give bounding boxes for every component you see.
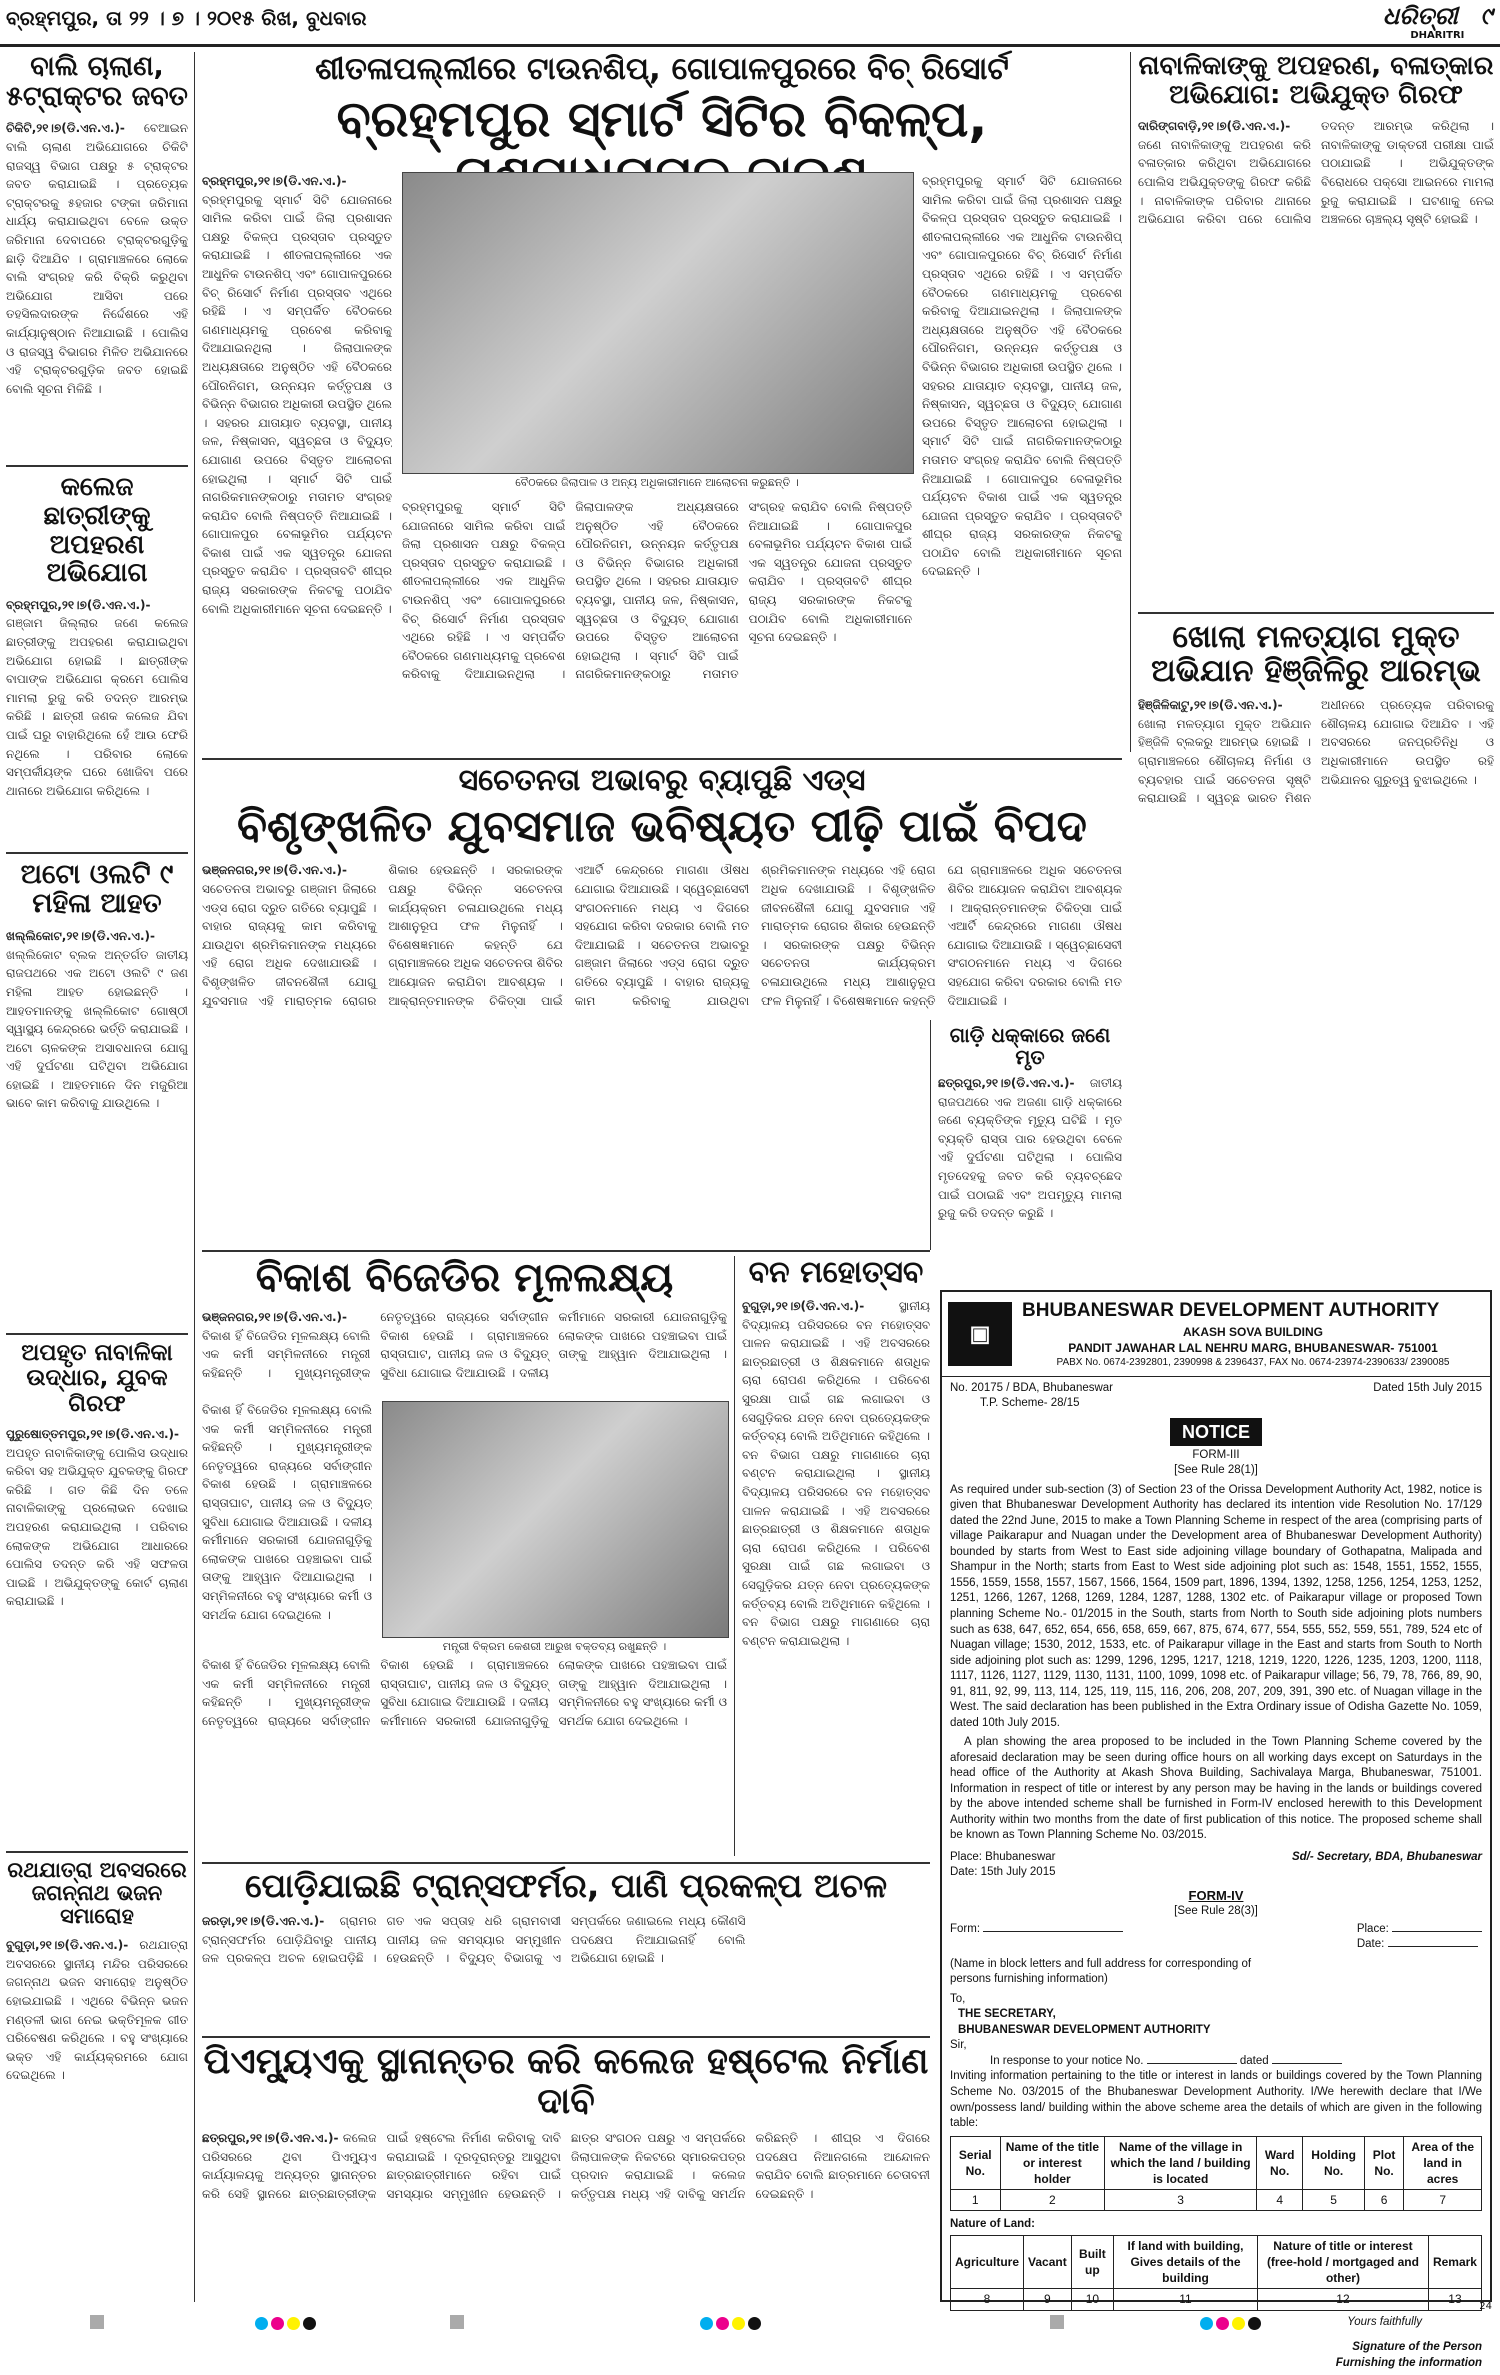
column-rule — [930, 1020, 931, 1250]
black-dot — [303, 2317, 316, 2330]
headline-lead: ବ୍ରହ୍ମପୁର ସ୍ମାର୍ଟ ସିଟିର ବିକଳ୍ପ, — [336, 90, 988, 149]
divider — [202, 1862, 930, 1864]
org-contact: PABX No. 0674-2392801, 2390998 & 2396437, FAX No. 0674-23974-2390633/ 2390085 — [1056, 1357, 1450, 1369]
to-line: To, — [950, 1992, 966, 2005]
divider — [1138, 612, 1494, 614]
color-dots — [255, 2315, 319, 2334]
text-auto: ଖଲ୍ଲିକୋଟ ବ୍ଲକ ଅନ୍ତର୍ଗତ ଜାତୀୟ ରାଜପଥରେ ଏକ ଅଟୋ ଓଲଟି ୯ ଜଣ ମହିଳା ଆହତ ହୋଇଛନ୍ତି । ଆହତମାନଙ୍କୁ ଖଲ୍ଲିକୋଟ ଗୋଷ୍ଠୀ ସ୍ୱାସ୍ଥ୍ୟ କେନ୍ଦ୍ରରେ ଭର୍ତ୍ତି କରାଯାଇଛି । ଅଟୋ ଚାଳକଙ୍କ ଅସାବଧାନତା ଯୋଗୁ ଏହି ଦୁର୍ଘଟଣା ଘଟିଥିବା ଅଭିଯୋଗ ହୋଇଛି । ଆହତମାନେ ଦିନ ମଜୁରିଆ ଭାବେ କାମ କରିବାକୁ ଯାଉଥିଲେ । — [6, 947, 188, 1111]
table-header-cell: Name of the village in which the land / building is located — [1105, 2136, 1257, 2190]
body-minor-assault — [1138, 117, 1494, 577]
reg-square — [450, 2315, 464, 2329]
table-header-cell: Holding No. — [1303, 2136, 1364, 2190]
notice-signoff: Sd/- Secretary, BDA, Bhubaneswar — [1291, 1850, 1482, 1863]
cyan-dot — [700, 2317, 713, 2330]
form-label: Form: — [950, 1922, 981, 1935]
form3-title: FORM-III — [1192, 1448, 1240, 1461]
headline-odf: ଖୋଲା ମଳତ୍ୟାଗ ମୁକ୍ତ ଅଭିଯାନ ହିଞ୍ଜିଳିରୁ ଆରମ୍ଭ — [1151, 619, 1481, 690]
table-cell: 11 — [1114, 2289, 1258, 2310]
headline-bhajan: ରଥଯାତ୍ରା ଅବସରରେ ଜଗନ୍ନାଥ ଭଜନ ସମାରୋହ — [7, 1858, 187, 1929]
to-secretary: THE SECRETARY, — [958, 2008, 1056, 2021]
org-building: AKASH SOVA BUILDING — [1182, 1324, 1323, 1339]
table-cell: 7 — [1404, 2190, 1482, 2211]
divider — [6, 1333, 188, 1335]
headline-sand: ବାଲି ଚାଲାଣ, ୫ଟ୍ରାକ୍ଟର ଜବତ — [6, 51, 188, 112]
table-header-cell: Built up — [1071, 2235, 1113, 2289]
dateline: ବ୍ରହ୍ମପୁର, ତା ୨୨ । ୭ । ୨୦୧୫ ରିଖ, ବୁଧବାର — [6, 6, 367, 30]
table-cell: 2 — [1000, 2190, 1105, 2211]
column-left — [6, 52, 188, 2302]
print-registration — [0, 2301, 1500, 2329]
text-accident: ଜାତୀୟ ରାଜପଥରେ ଏକ ଅଜଣା ଗାଡ଼ି ଧକ୍କାରେ ଜଣେ ବ୍ୟକ୍ତିଙ୍କ ମୃତ୍ୟୁ ଘଟିଛି । ମୃତ ବ୍ୟକ୍ତି ରାସ୍ତା ପାର ହେଉଥିବା ବେଳେ ଏହି ଦୁର୍ଘଟଣା ଘଟିଥିଲା । ପୋଲିସ ମୃତଦେହକୁ ଜବତ କରି ବ୍ୟବଚ୍ଛେଦ ପାଇଁ ପଠାଇଛି ଏବଂ ଅପମୃତ୍ୟୁ ମାମଲା ରୁଜୁ କରି ତଦନ୍ତ କରୁଛି । — [938, 1076, 1122, 1221]
paper-tag: DHARITRI — [1410, 30, 1465, 41]
kicker-lead: ଶୀତଳାପଲ୍ଲୀରେ ଟାଉନଶିପ୍, ଗୋପାଳପୁରରେ ବିଚ୍ ରିସୋର୍ଟ — [315, 51, 1009, 87]
text-aids: ସଚେତନତା ଅଭାବରୁ ଗଞ୍ଜାମ ଜିଲାରେ ଏଡ୍ସ ରୋଗ ଦ୍ରୁତ ଗତିରେ ବ୍ୟାପୁଛି । ବାହାର ରାଜ୍ୟକୁ କାମ କରିବାକୁ ଯାଉଥିବା ଶ୍ରମିକମାନଙ୍କ ମଧ୍ୟରେ ଏହି ରୋଗ ଅଧିକ ଦେଖାଯାଉଛି । ବିଶୃଙ୍ଖଳିତ ଜୀବନଶୈଳୀ ଯୋଗୁ ଯୁବସମାଜ ଏହି ମାରାତ୍ମକ ରୋଗର ଶିକାର ହେଉଛନ୍ତି । ସରକାରଙ୍କ ପକ୍ଷରୁ ବିଭିନ୍ନ ସଚେତନତା କାର୍ଯ୍ୟକ୍ରମ ଚଳାଯାଉଥିଲେ ମଧ୍ୟ ଆଶାନୁରୂପ ଫଳ ମିଳୁନାହିଁ । ବିଶେଷଜ୍ଞମାନେ କହନ୍ତି ଯେ ଗ୍ରାମାଞ୍ଚଳରେ ଅଧିକ ସଚେତନତା ଶିବିର ଆୟୋଜନ କରାଯିବା ଆବଶ୍ୟକ । ଆକ୍ରାନ୍ତମାନଙ୍କ ଚିକିତ୍ସା ପାଇଁ ଏଆର୍ଟି କେନ୍ଦ୍ରରେ ମାଗଣା ଔଷଧ ଯୋଗାଇ ଦିଆଯାଉଛି । ସ୍ୱେଚ୍ଛାସେବୀ ସଂଗଠନମାନେ ମଧ୍ୟ ଏ ଦିଗରେ ସହଯୋଗ କରିବା ଦରକାର ବୋଲି ମତ ଦିଆଯାଇଛି । — [202, 863, 750, 1008]
signature-line: Signature of the Person Furnishing the information — [1335, 2341, 1482, 2369]
body-forest — [742, 1297, 930, 1837]
land-table — [950, 2136, 1482, 2212]
divider — [6, 1851, 188, 1853]
column-rule — [1130, 52, 1131, 752]
salutation: Sir, — [950, 2039, 967, 2052]
article-minor-assault — [1138, 52, 1494, 612]
table-header-cell: Remark — [1428, 2235, 1481, 2289]
dateline-auto: ଖଲ୍ଲିକୋଟ,୨୧।୭(ଡି.ଏନ.ଏ.)- — [6, 929, 155, 944]
notice-badge: NOTICE — [1170, 1418, 1262, 1446]
to-bda: BHUBANESWAR DEVELOPMENT AUTHORITY — [958, 2023, 1211, 2036]
org-address: PANDIT JAWAHAR LAL NEHRU MARG, BHUBANESWAR- 751001 — [1068, 1340, 1438, 1355]
text-bjd-c: ବିକାଶ ହିଁ ବିଜେଡିର ମୂଳଲକ୍ଷ୍ୟ ବୋଲି ଏକ କର୍ମୀ ସମ୍ମିଳନୀରେ ମନ୍ତ୍ରୀ କହିଛନ୍ତି । ମୁଖ୍ୟମନ୍ତ୍ରୀଙ୍କ ନେତୃତ୍ୱରେ ରାଜ୍ୟରେ ସର୍ବାଙ୍ଗୀନ ବିକାଶ ହେଉଛି । ଗ୍ରାମାଞ୍ଚଳରେ ରାସ୍ତାଘାଟ, ପାନୀୟ ଜଳ ଓ ବିଦ୍ୟୁତ୍ ସୁବିଧା ଯୋଗାଇ ଦିଆଯାଉଛି । ଦଳୀୟ କର୍ମୀମାନେ ସରକାରୀ ଯୋଜନାଗୁଡ଼ିକୁ ଲୋକଙ୍କ ପାଖରେ ପହଞ୍ଚାଇବା ପାଇଁ ତାଙ୍କୁ ଆହ୍ୱାନ ଦିଆଯାଇଥିଲା । ସମ୍ମିଳନୀରେ ବହୁ ସଂଖ୍ୟାରେ କର୍ମୀ ଓ ସମର୍ଥକ ଯୋଗ ଦେଇଥିଲେ । — [202, 1658, 727, 1728]
headline-bjd: ବିକାଶ ବିଜେଡିର ମୂଳଲକ୍ଷ୍ୟ — [255, 1255, 674, 1301]
bjd-top-col — [202, 1308, 727, 1398]
bjd-bottom-col — [202, 1656, 727, 1851]
dateline-minor-assault: ଦାରିଙ୍ଗବାଡ଼ି,୨୧।୭(ଡି.ଏନ.ଏ.)- — [1138, 119, 1291, 134]
table-cell: 10 — [1071, 2289, 1113, 2310]
article-lead — [202, 52, 1122, 752]
article-hostel — [202, 2042, 930, 2302]
table-cell: 4 — [1257, 2190, 1303, 2211]
lead-left-col — [202, 172, 392, 742]
headline-hostel: ପିଏମ୍ୟୁଏକୁ ସ୍ଥାନାନ୍ତର କରି କଲେଜ ହଷ୍ଟେଲ ନିର୍ମାଣ ଦାବି — [203, 2041, 929, 2122]
dateline-bjd: ଭଞ୍ଜନଗର,୨୧।୭(ଡି.ଏନ.ଏ.)- — [202, 1310, 347, 1324]
date-label: Date: — [1356, 1938, 1385, 1951]
bda-logo — [948, 1302, 1012, 1366]
body-odf — [1138, 696, 1494, 986]
cyan-dot — [255, 2317, 268, 2330]
text-odf: ଖୋଲା ମଳତ୍ୟାଗ ମୁକ୍ତ ଅଭିଯାନ ହିଞ୍ଜିଳି ବ୍ଲକରୁ ଆରମ୍ଭ ହୋଇଛି । ଗ୍ରାମାଞ୍ଚଳରେ ଶୌଚାଳୟ ନିର୍ମାଣ ଓ ବ୍ୟବହାର ପାଇଁ ସଚେତନତା ସୃଷ୍ଟି କରାଯାଉଛି । ସ୍ୱଚ୍ଛ ଭାରତ ମିଶନ ଅଧୀନରେ ପ୍ରତ୍ୟେକ ପରିବାରକୁ ଶୌଚାଳୟ ଯୋଗାଇ ଦିଆଯିବ । ଏହି ଅବସରରେ ଜନପ୍ରତିନିଧି ଓ ଅଧିକାରୀମାନେ ଉପସ୍ଥିତ ରହି ଅଭିଯାନର ଗୁରୁତ୍ୱ ବୁଝାଇଥିଲେ । — [1138, 698, 1494, 806]
tp-scheme: T.P. Scheme- 28/15 — [980, 1397, 1080, 1410]
rally-photo — [382, 1401, 729, 1638]
lead-right-col — [922, 172, 1122, 742]
color-dots — [1200, 2315, 1264, 2334]
body-transformer — [202, 1912, 930, 2022]
body-rescue — [6, 1425, 188, 1845]
text-kidnap: ଗଞ୍ଜାମ ଜିଲ୍ଲାର ଜଣେ କଲେଜ ଛାତ୍ରୀଙ୍କୁ ଅପହରଣ କରାଯାଇଥିବା ଅଭିଯୋଗ ହୋଇଛି । ଛାତ୍ରୀଙ୍କ ବାପାଙ୍କ ଅଭିଯୋଗ କ୍ରମେ ପୋଲିସ ମାମଲା ରୁଜୁ କରି ତଦନ୍ତ ଆରମ୍ଭ କରିଛି । ଛାତ୍ରୀ ଜଣକ କଲେଜ ଯିବା ପାଇଁ ଘରୁ ବାହାରିଥିଲେ ହେଁ ଆଉ ଫେରି ନଥିଲେ । ପରିବାର ଲୋକେ ସମ୍ପର୍କୀୟଙ୍କ ଘରେ ଖୋଜିବା ପରେ ଥାନାରେ ଅଭିଯୋଗ କରିଥିଲେ । — [6, 616, 188, 798]
text-forest-cont: ସ୍ଥାନୀୟ ବିଦ୍ୟାଳୟ ପରିସରରେ ବନ ମହୋତ୍ସବ ପାଳନ କରାଯାଇଛି । ଏହି ଅବସରରେ ଛାତ୍ରଛାତ୍ରୀ ଓ ଶିକ୍ଷକମାନେ ଶତାଧିକ ଚାରା ରୋପଣ କରିଥିଲେ । ପରିବେଶ ସୁରକ୍ଷା ପାଇଁ ଗଛ ଲଗାଇବା ଓ ସେଗୁଡ଼ିକର ଯତ୍ନ ନେବା ପ୍ରତ୍ୟେକଙ୍କ କର୍ତ୍ତବ୍ୟ ବୋଲି ଅତିଥିମାନେ କହିଥିଲେ । ବନ ବିଭାଗ ପକ୍ଷରୁ ମାଗଣାରେ ଚାରା ବଣ୍ଟନ କରାଯାଇଥିଲା । — [742, 1466, 930, 1648]
dateline-rescue: ପୁରୁଷୋତ୍ତମପୁର,୨୧।୭(ଡି.ଏନ.ଏ.)- — [6, 1427, 180, 1442]
table-cell: 6 — [1364, 2190, 1403, 2211]
page-code: 24 — [1479, 2301, 1492, 2312]
article-sand — [6, 52, 188, 459]
table-header-cell: Nature of title or interest (free-hold / mortgaged and other) — [1257, 2235, 1428, 2289]
kicker-aids: ସଚେତନତା ଅଭାବରୁ ବ୍ୟାପୁଛି ଏଡ୍ସ — [458, 763, 866, 798]
table-cell: 1 — [951, 2190, 1001, 2211]
response-line: In response to your notice No. — [990, 2054, 1144, 2067]
body-sand — [6, 119, 188, 459]
dateline-forest: ବୁଗୁଡ଼ା,୨୧।୭(ଡି.ଏନ.ଏ.)- — [742, 1299, 865, 1313]
form4-rule: [See Rule 28(3)] — [1174, 1905, 1258, 1918]
text-bjd-b: ବିକାଶ ହିଁ ବିଜେଡିର ମୂଳଲକ୍ଷ୍ୟ ବୋଲି ଏକ କର୍ମୀ ସମ୍ମିଳନୀରେ ମନ୍ତ୍ରୀ କହିଛନ୍ତି । ମୁଖ୍ୟମନ୍ତ୍ରୀଙ୍କ ନେତୃତ୍ୱରେ ରାଜ୍ୟରେ ସର୍ବାଙ୍ଗୀନ ବିକାଶ ହେଉଛି । ଗ୍ରାମାଞ୍ଚଳରେ ରାସ୍ତାଘାଟ, ପାନୀୟ ଜଳ ଓ ବିଦ୍ୟୁତ୍ ସୁବିଧା ଯୋଗାଇ ଦିଆଯାଉଛି । ଦଳୀୟ କର୍ମୀମାନେ ସରକାରୀ ଯୋଜନାଗୁଡ଼ିକୁ ଲୋକଙ୍କ ପାଖରେ ପହଞ୍ଚାଇବା ପାଇଁ ତାଙ୍କୁ ଆହ୍ୱାନ ଦିଆଯାଇଥିଲା । ସମ୍ମିଳନୀରେ ବହୁ ସଂଖ୍ୟାରେ କର୍ମୀ ଓ ସମର୍ଥକ ଯୋଗ ଦେଇଥିଲେ । — [202, 1403, 372, 1622]
body-auto — [6, 927, 188, 1327]
headline-transformer: ପୋଡ଼ିଯାଇଛି ଟ୍ରାନ୍ସଫର୍ମର, ପାଣି ପ୍ରକଳ୍ପ ଅଚଳ — [244, 1866, 888, 1905]
table-cell: 12 — [1257, 2289, 1428, 2310]
article-forest — [742, 1256, 930, 1856]
table-header-cell: Area of the land in acres — [1404, 2136, 1482, 2190]
caption-lead: ବୈଠକରେ ଜିଲାପାଳ ଓ ଅନ୍ୟ ଅଧିକାରୀମାନେ ଆଲୋଚନା କରୁଛନ୍ତି । — [515, 476, 799, 489]
column-rule — [734, 1256, 735, 1856]
divider — [6, 465, 188, 467]
bda-notice — [940, 1290, 1492, 2369]
meeting-photo — [402, 172, 914, 474]
bjd-left-col — [202, 1401, 372, 1641]
text-lead-b: ବ୍ରହ୍ମପୁରକୁ ସ୍ମାର୍ଟ ସିଟି ଯୋଜନାରେ ସାମିଲ କରିବା ପାଇଁ ଜିଲା ପ୍ରଶାସନ ପକ୍ଷରୁ ବିକଳ୍ପ ପ୍ରସ୍ତାବ ପ୍ରସ୍ତୁତ କରାଯାଇଛି । ଶୀତଳାପଲ୍ଲୀରେ ଏକ ଆଧୁନିକ ଟାଉନଶିପ୍ ଏବଂ ଗୋପାଳପୁରରେ ବିଚ୍ ରିସୋର୍ଟ ନିର୍ମାଣ ପ୍ରସ୍ତାବ ଏଥିରେ ରହିଛି । ଏ ସମ୍ପର୍କିତ ବୈଠକରେ ଗଣମାଧ୍ୟମକୁ ପ୍ରବେଶ କରିବାକୁ ଦିଆଯାଇନଥିଲା । ଜିଲାପାଳଙ୍କ ଅଧ୍ୟକ୍ଷତାରେ ଅନୁଷ୍ଠିତ ଏହି ବୈଠକରେ ପୌରନିଗମ, ଉନ୍ନୟନ କର୍ତ୍ତୃପକ୍ଷ ଓ ବିଭିନ୍ନ ବିଭାଗର ଅଧିକାରୀ ଉପସ୍ଥିତ ଥିଲେ । ସହରର ଯାତାୟାତ ବ୍ୟବସ୍ଥା, ପାନୀୟ ଜଳ, ନିଷ୍କାସନ, ସ୍ୱଚ୍ଛତା ଓ ବିଦ୍ୟୁତ୍ ଯୋଗାଣ ଉପରେ ବିସ୍ତୃତ ଆଲୋଚନା ହୋଇଥିଲା । ସ୍ମାର୍ଟ ସିଟି ପାଇଁ ନାଗରିକମାନଙ୍କଠାରୁ ମତାମତ ସଂଗ୍ରହ କରାଯିବ ବୋଲି ନିଷ୍ପତ୍ତି ନିଆଯାଇଛି । ଗୋପାଳପୁର ବେଳାଭୂମିର ପର୍ଯ୍ୟଟନ ବିକାଶ ପାଇଁ ଏକ ସ୍ୱତନ୍ତ୍ର ଯୋଜନା ପ୍ରସ୍ତୁତ କରାଯିବ । ପ୍ରସ୍ତାବଟି ଶୀଘ୍ର ରାଜ୍ୟ ସରକାରଙ୍କ ନିକଟକୁ ପଠାଯିବ ବୋଲି ଅଧିକାରୀମାନେ ସୂଚନା ଦେଇଛନ୍ତି । — [922, 174, 1122, 579]
headline-kidnap: କଲେଜ ଛାତ୍ରୀଙ୍କୁ ଅପହରଣ ଅଭିଯୋଗ — [43, 472, 151, 589]
text-sand: ବେଆଇନ ବାଲି ଚାଲାଣ ଅଭିଯୋଗରେ ଚିକିଟି ରାଜସ୍ୱ ବିଭାଗ ପକ୍ଷରୁ ୫ ଟ୍ରାକ୍ଟର ଜବତ କରାଯାଇଛି । ପ୍ରତ୍ୟେକ ଟ୍ରାକ୍ଟରକୁ ୫ହଜାର ଟଙ୍କା ଜରିମାନା ଧାର୍ଯ୍ୟ କରାଯାଇଥିବା ବେଳେ ଉକ୍ତ ଜରିମାନା ଦେବାପରେ ଟ୍ରାକ୍ଟରଗୁଡ଼ିକୁ ଛାଡ଼ି ଦିଆଯିବ । ଗ୍ରାମାଞ୍ଚଳରେ ଲୋକେ ବାଲି ସଂଗ୍ରହ କରି ବିକ୍ରି କରୁଥିବା ଅଭିଯୋଗ ଆସିବା ପରେ ତହସିଲଦାରଙ୍କ ନିର୍ଦ୍ଦେଶରେ ଏହି କାର୍ଯ୍ୟାନୁଷ୍ଠାନ ନିଆଯାଇଛି । ପୋଲିସ ଓ ରାଜସ୍ୱ ବିଭାଗର ମିଳିତ ଅଭିଯାନରେ ଏହି ଟ୍ରାକ୍ଟରଗୁଡ଼ିକ ଜବତ ହୋଇଛି ବୋଲି ସୂଚନା ମିଳିଛି । — [6, 121, 188, 396]
body-bhajan — [6, 1936, 188, 2266]
color-dots — [700, 2315, 764, 2334]
dateline-kidnap: ବ୍ରହ୍ମପୁର,୨୧।୭(ଡି.ଏନ.ଏ.)- — [6, 597, 151, 612]
divider — [202, 1250, 930, 1252]
table-header-cell: Vacant — [1024, 2235, 1072, 2289]
headline-aids: ବିଶୃଙ୍ଖଳିତ ଯୁବସମାଜ ଭବିଷ୍ୟତ ପୀଢ଼ି ପାଇଁ ବିପଦ — [237, 801, 1087, 852]
form3-rule: [See Rule 28(1)] — [1174, 1464, 1258, 1477]
yellow-dot — [287, 2317, 300, 2330]
dateline-bhajan: ବୁଗୁଡ଼ା,୨୧।୭(ଡି.ଏନ.ଏ.)- — [6, 1938, 129, 1953]
notice-body: As required under sub-section (3) of Section 23 of the Orissa Development Authority Act, 1982, notice is given that Bhubaneswar Development Authority has declared its intention vide Resolution No. 17/129 dated the 22nd June, 2015 to make a Town Planning Scheme in respect of the area (comprising parts of village Paikarapur and Nuagan under the Development area of Bhubaneswar Development Authority) bounded by starts from West to East side adjoining village boundary of Gothapatna, Malipada and Shampur in the North; starts from East to West side adjoining plot such as: 1548, 1551, 1552, 1555, 1556, 1559, 1558, 1557, 1567, 1566, 1564, 1509 part, 1896, 1394, 1392, 1258, 1256, 1254, 1253, 1252, 1251, 1266, 1267, 1268, 1269, 1284, 1287, 1288, 1302 etc. of Paikarapur village or proposed Town planning Scheme No.- 01/2015 in the South, starts from North to South side adjoining plots numbers such as 638, 647, 652, 654, 656, 658, 659, 667, 875, 674, 677, 554, 555, 552, 559, 551, 789, 524 etc of Nuagan village; 1530, 2012, 1533, etc. of Paikarapur village in the East and starts from South to North side adjoining plot such as: 1299, 1296, 1295, 1217, 1218, 1219, 1220, 1226, 1235, 1203, 1200, 1118, 1117, 1126, 1127, 1129, 1130, 1131, 1100, 1099, 1098 etc. of Paikarapur village; 56, 79, 78, 766, 89, 90, 91, 811, 92, 99, 113, 114, 125, 119, 115, 116, 206, 208, 207, 209, 391, 390 etc. of Nuagan village in the West. The said declaration has been published in the Extra Ordinary issue of Odisha Gazette No. 1059, dated 10th July 2015. — [950, 1483, 1482, 1729]
headline-rescue: ଅପହୃତ ନାବାଳିକା ଉଦ୍ଧାର, ଯୁବକ ଗିରଫ — [21, 1340, 173, 1417]
place-label: Place: — [1356, 1922, 1389, 1935]
text-lead-a: ବ୍ରହ୍ମପୁରକୁ ସ୍ମାର୍ଟ ସିଟି ଯୋଜନାରେ ସାମିଲ କରିବା ପାଇଁ ଜିଲା ପ୍ରଶାସନ ପକ୍ଷରୁ ବିକଳ୍ପ ପ୍ରସ୍ତାବ ପ୍ରସ୍ତୁତ କରାଯାଇଛି । ଶୀତଳାପଲ୍ଲୀରେ ଏକ ଆଧୁନିକ ଟାଉନଶିପ୍ ଏବଂ ଗୋପାଳପୁରରେ ବିଚ୍ ରିସୋର୍ଟ ନିର୍ମାଣ ପ୍ରସ୍ତାବ ଏଥିରେ ରହିଛି । ଏ ସମ୍ପର୍କିତ ବୈଠକରେ ଗଣମାଧ୍ୟମକୁ ପ୍ରବେଶ କରିବାକୁ ଦିଆଯାଇନଥିଲା । ଜିଲାପାଳଙ୍କ ଅଧ୍ୟକ୍ଷତାରେ ଅନୁଷ୍ଠିତ ଏହି ବୈଠକରେ ପୌରନିଗମ, ଉନ୍ନୟନ କର୍ତ୍ତୃପକ୍ଷ ଓ ବିଭିନ୍ନ ବିଭାଗର ଅଧିକାରୀ ଉପସ୍ଥିତ ଥିଲେ । ସହରର ଯାତାୟାତ ବ୍ୟବସ୍ଥା, ପାନୀୟ ଜଳ, ନିଷ୍କାସନ, ସ୍ୱଚ୍ଛତା ଓ ବିଦ୍ୟୁତ୍ ଯୋଗାଣ ଉପରେ ବିସ୍ତୃତ ଆଲୋଚନା ହୋଇଥିଲା । ସ୍ମାର୍ଟ ସିଟି ପାଇଁ ନାଗରିକମାନଙ୍କଠାରୁ ମତାମତ ସଂଗ୍ରହ କରାଯିବ ବୋଲି ନିଷ୍ପତ୍ତି ନିଆଯାଇଛି । ଗୋପାଳପୁର ବେଳାଭୂମିର ପର୍ଯ୍ୟଟନ ବିକାଶ ପାଇଁ ଏକ ସ୍ୱତନ୍ତ୍ର ଯୋଜନା ପ୍ରସ୍ତୁତ କରାଯିବ । ପ୍ରସ୍ତାବଟି ଶୀଘ୍ର ରାଜ୍ୟ ସରକାରଙ୍କ ନିକଟକୁ ପଠାଯିବ ବୋଲି ଅଧିକାରୀମାନେ ସୂଚନା ଦେଇଛନ୍ତି । — [202, 192, 392, 616]
nature-label: Nature of Land: — [950, 2218, 1035, 2231]
cyan-dot — [1200, 2317, 1213, 2330]
article-rescue — [6, 1341, 188, 1845]
divider — [6, 852, 188, 854]
table-cell: 9 — [1024, 2289, 1072, 2310]
table-header-cell: Serial No. — [951, 2136, 1001, 2190]
divider — [202, 2036, 930, 2038]
table-cell: 5 — [1303, 2190, 1364, 2211]
nature-table — [950, 2235, 1482, 2311]
black-dot — [1248, 2317, 1261, 2330]
article-transformer — [202, 1868, 930, 2033]
table-cell: 3 — [1105, 2190, 1257, 2211]
article-bhajan — [6, 1859, 188, 2266]
magenta-dot — [716, 2317, 729, 2330]
page-number: ୯ — [1480, 2, 1492, 30]
headline-accident: ଗାଡ଼ି ଧକ୍କାରେ ଜଣେ ମୃତ — [949, 1023, 1111, 1069]
text-bhajan: ରଥଯାତ୍ରା ଅବସରରେ ସ୍ଥାନୀୟ ମନ୍ଦିର ପରିସରରେ ଜଗନ୍ନାଥ ଭଜନ ସମାରୋହ ଅନୁଷ୍ଠିତ ହୋଇଯାଇଛି । ଏଥିରେ ବିଭିନ୍ନ ଭଜନ ମଣ୍ଡଳୀ ଭାଗ ନେଇ ଭକ୍ତିମୂଳକ ଗୀତ ପରିବେଷଣ କରିଥିଲେ । ବହୁ ସଂଖ୍ୟାରେ ଭକ୍ତ ଏହି କାର୍ଯ୍ୟକ୍ରମରେ ଯୋଗ ଦେଇଥିଲେ । — [6, 1938, 188, 2083]
dateline-odf: ହିଞ୍ଜିଳିକାଟୁ,୨୧।୭(ଡି.ଏନ.ଏ.)- — [1138, 698, 1283, 713]
text-minor-assault: ଜଣେ ନାବାଳିକାଙ୍କୁ ଅପହରଣ କରି ବଳାତ୍କାର କରିଥିବା ଅଭିଯୋଗରେ ପୋଲିସ ଅଭିଯୁକ୍ତଙ୍କୁ ଗିରଫ କରିଛି । ନାବାଳିକାଙ୍କ ପରିବାର ଥାନାରେ ଅଭିଯୋଗ କରିବା ପରେ ପୋଲିସ ତଦନ୍ତ ଆରମ୍ଭ କରିଥିଲା । ନାବାଳିକାଙ୍କୁ ଡାକ୍ତରୀ ପରୀକ୍ଷା ପାଇଁ ପଠାଯାଇଛି । ଅଭିଯୁକ୍ତଙ୍କ ବିରୋଧରେ ପକ୍ସୋ ଆଇନରେ ମାମଲା ରୁଜୁ କରାଯାଇଛି । ଘଟଣାକୁ ନେଇ ଅଞ୍ଚଳରେ ଚାଞ୍ଚଲ୍ୟ ସୃଷ୍ଟି ହୋଇଛି । — [1138, 119, 1494, 227]
article-accident — [938, 1024, 1122, 1324]
article-auto — [6, 860, 188, 1327]
dateline-aids: ଭଞ୍ଜନଗର,୨୧।୭(ଡି.ଏନ.ଏ.)- — [202, 863, 347, 878]
headline-forest: ବନ ମହୋତ୍ସବ — [748, 1255, 924, 1290]
text-aids-cont: ସଚେତନତା ଅଭାବରୁ ଗଞ୍ଜାମ ଜିଲାରେ ଏଡ୍ସ ରୋଗ ଦ୍ରୁତ ଗତିରେ ବ୍ୟାପୁଛି । ବାହାର ରାଜ୍ୟକୁ କାମ କରିବାକୁ ଯାଉଥିବା ଶ୍ରମିକମାନଙ୍କ ମଧ୍ୟରେ ଏହି ରୋଗ ଅଧିକ ଦେଖାଯାଉଛି । ବିଶୃଙ୍ଖଳିତ ଜୀବନଶୈଳୀ ଯୋଗୁ ଯୁବସମାଜ ଏହି ମାରାତ୍ମକ ରୋଗର ଶିକାର ହେଉଛନ୍ତି । ସରକାରଙ୍କ ପକ୍ଷରୁ ବିଭିନ୍ନ ସଚେତନତା କାର୍ଯ୍ୟକ୍ରମ ଚଳାଯାଉଥିଲେ ମଧ୍ୟ ଆଶାନୁରୂପ ଫଳ ମିଳୁନାହିଁ । ବିଶେଷଜ୍ଞମାନେ କହନ୍ତି ଯେ ଗ୍ରାମାଞ୍ଚଳରେ ଅଧିକ ସଚେତନତା ଶିବିର ଆୟୋଜନ କରାଯିବା ଆବଶ୍ୟକ । ଆକ୍ରାନ୍ତମାନଙ୍କ ଚିକିତ୍ସା ପାଇଁ ଏଆର୍ଟି କେନ୍ଦ୍ରରେ ମାଗଣା ଔଷଧ ଯୋଗାଇ ଦିଆଯାଉଛି । ସ୍ୱେଚ୍ଛାସେବୀ ସଂଗଠନମାନେ ମଧ୍ୟ ଏ ଦିଗରେ ସହଯୋଗ କରିବା ଦରକାର ବୋଲି ମତ ଦିଆଯାଇଛି । — [574, 863, 1122, 1008]
dateline-sand: ଚିକିଟି,୨୧।୭(ଡି.ଏନ.ଏ.)- — [6, 121, 125, 136]
table-header-cell: If land with building, Gives details of the building — [1114, 2235, 1258, 2289]
text-transformer: ଗ୍ରାମର ଟ୍ରାନ୍ସଫର୍ମର ପୋଡ଼ିଯିବାରୁ ପାନୀୟ ଜଳ ପ୍ରକଳ୍ପ ଅଚଳ ହୋଇପଡ଼ିଛି । ଗତ ଏକ ସପ୍ତାହ ଧରି ଗ୍ରାମବାସୀ ପାନୀୟ ଜଳ ସମସ୍ୟାର ସମ୍ମୁଖୀନ ହେଉଛନ୍ତି । ବିଦ୍ୟୁତ୍ ବିଭାଗକୁ ଏ ସମ୍ପର୍କରେ ଜଣାଇଲେ ମଧ୍ୟ କୌଣସି ପଦକ୍ଷେପ ନିଆଯାଇନାହିଁ ବୋଲି ଅଭିଯୋଗ ହୋଇଛି । — [202, 1914, 746, 1966]
article-bjd — [202, 1256, 727, 1856]
yours-faithfully: Yours faithfully — [1347, 2315, 1422, 2328]
dateline-lead: ବ୍ରହ୍ମପୁର,୨୧।୭(ଡି.ଏନ.ଏ.)- — [202, 174, 347, 188]
reg-square — [1050, 2315, 1064, 2329]
table-header-cell: Ward No. — [1257, 2136, 1303, 2190]
magenta-dot — [1216, 2317, 1229, 2330]
inviting-text: Inviting information pertaining to the title or interest in lands or buildings covered by the Town Planning Scheme No. 03/2015 of the Bhubaneswar Development Authority. I/We herewith declare that I/We own/possess land/ building within the above scheme area the details of which are given in the following table: — [950, 2070, 1482, 2130]
notice-date: Date: 15th July 2015 — [950, 1866, 1056, 1879]
article-odf — [1138, 620, 1494, 1020]
dated-label: dated — [1239, 2054, 1269, 2067]
text-bjd: ବିକାଶ ହିଁ ବିଜେଡିର ମୂଳଲକ୍ଷ୍ୟ ବୋଲି ଏକ କର୍ମୀ ସମ୍ମିଳନୀରେ ମନ୍ତ୍ରୀ କହିଛନ୍ତି । ମୁଖ୍ୟମନ୍ତ୍ରୀଙ୍କ ନେତୃତ୍ୱରେ ରାଜ୍ୟରେ ସର୍ବାଙ୍ଗୀନ ବିକାଶ ହେଉଛି । ଗ୍ରାମାଞ୍ଚଳରେ ରାସ୍ତାଘାଟ, ପାନୀୟ ଜଳ ଓ ବିଦ୍ୟୁତ୍ ସୁବିଧା ଯୋଗାଇ ଦିଆଯାଉଛି । ଦଳୀୟ କର୍ମୀମାନେ ସରକାରୀ ଯୋଜନାଗୁଡ଼ିକୁ ଲୋକଙ୍କ ପାଖରେ ପହଞ୍ଚାଇବା ପାଇଁ ତାଙ୍କୁ ଆହ୍ୱାନ ଦିଆଯାଇଥିଲା । — [202, 1310, 727, 1380]
text-forest: ସ୍ଥାନୀୟ ବିଦ୍ୟାଳୟ ପରିସରରେ ବନ ମହୋତ୍ସବ ପାଳନ କରାଯାଇଛି । ଏହି ଅବସରରେ ଛାତ୍ରଛାତ୍ରୀ ଓ ଶିକ୍ଷକମାନେ ଶତାଧିକ ଚାରା ରୋପଣ କରିଥିଲେ । ପରିବେଶ ସୁରକ୍ଷା ପାଇଁ ଗଛ ଲଗାଇବା ଓ ସେଗୁଡ଼ିକର ଯତ୍ନ ନେବା ପ୍ରତ୍ୟେକଙ୍କ କର୍ତ୍ତବ୍ୟ ବୋଲି ଅତିଥିମାନେ କହିଥିଲେ । ବନ ବିଭାଗ ପକ୍ଷରୁ ମାଗଣାରେ ଚାରା ବଣ୍ଟନ କରାଯାଇଥିଲା । — [742, 1299, 930, 1481]
table-cell: 13 — [1428, 2289, 1481, 2310]
column-rule — [194, 52, 195, 2302]
article-kidnap — [6, 473, 188, 845]
text-hostel: କଲେଜ ପରିସରରେ ଥିବା ପିଏମ୍ୟୁଏ କାର୍ଯ୍ୟାଳୟକୁ ଅନ୍ୟତ୍ର ସ୍ଥାନାନ୍ତର କରି ସେହି ସ୍ଥାନରେ ଛାତ୍ରଛାତ୍ରୀଙ୍କ ପାଇଁ ହଷ୍ଟେଲ ନିର୍ମାଣ କରିବାକୁ ଦାବି କରାଯାଇଛି । ଦୂରଦୂରାନ୍ତରୁ ଆସୁଥିବା ଛାତ୍ରଛାତ୍ରୀମାନେ ରହିବା ପାଇଁ ସମସ୍ୟାର ସମ୍ମୁଖୀନ ହେଉଛନ୍ତି । ଛାତ୍ର ସଂଗଠନ ପକ୍ଷରୁ ଏ ସମ୍ପର୍କରେ ଜିଲାପାଳଙ୍କ ନିକଟରେ ସ୍ମାରକପତ୍ର ପ୍ରଦାନ କରାଯାଇଛି । କଲେଜ କର୍ତ୍ତୃପକ୍ଷ ମଧ୍ୟ ଏହି ଦାବିକୁ ସମର୍ଥନ କରିଛନ୍ତି । ଶୀଘ୍ର ଏ ଦିଗରେ ପଦକ୍ଷେପ ନିଆନଗଲେ ଆନ୍ଦୋଳନ କରାଯିବ ବୋଲି ଛାତ୍ରମାନେ ଚେତାବନୀ ଦେଇଛନ୍ତି । — [202, 2131, 930, 2201]
paper-title: ଧରିତ୍ରୀ — [1382, 2, 1458, 30]
ref-number: No. 20175 / BDA, Bhubaneswar — [950, 1381, 1114, 1394]
paper-name — [1383, 2, 1492, 41]
body-hostel — [202, 2129, 930, 2329]
text-rescue: ଅପହୃତ ନାବାଳିକାଙ୍କୁ ପୋଲିସ ଉଦ୍ଧାର କରିବା ସହ ଅଭିଯୁକ୍ତ ଯୁବକଙ୍କୁ ଗିରଫ କରିଛି । ଗତ କିଛି ଦିନ ତଳେ ନାବାଳିକାଙ୍କୁ ପ୍ରଲୋଭନ ଦେଖାଇ ଅପହରଣ କରାଯାଇଥିଲା । ପରିବାର ଲୋକଙ୍କ ଅଭିଯୋଗ ଆଧାରରେ ପୋଲିସ ତଦନ୍ତ କରି ଏହି ସଫଳତା ପାଇଛି । ଅଭିଯୁକ୍ତଙ୍କୁ କୋର୍ଟ ଚାଲାଣ କରାଯାଇଛି । — [6, 1445, 188, 1609]
form4-title: FORM-IV — [1188, 1887, 1244, 1903]
notice-header — [942, 1292, 1490, 1377]
text-lead-c: ବ୍ରହ୍ମପୁରକୁ ସ୍ମାର୍ଟ ସିଟି ଯୋଜନାରେ ସାମିଲ କରିବା ପାଇଁ ଜିଲା ପ୍ରଶାସନ ପକ୍ଷରୁ ବିକଳ୍ପ ପ୍ରସ୍ତାବ ପ୍ରସ୍ତୁତ କରାଯାଇଛି । ଶୀତଳାପଲ୍ଲୀରେ ଏକ ଆଧୁନିକ ଟାଉନଶିପ୍ ଏବଂ ଗୋପାଳପୁରରେ ବିଚ୍ ରିସୋର୍ଟ ନିର୍ମାଣ ପ୍ରସ୍ତାବ ଏଥିରେ ରହିଛି । ଏ ସମ୍ପର୍କିତ ବୈଠକରେ ଗଣମାଧ୍ୟମକୁ ପ୍ରବେଶ କରିବାକୁ ଦିଆଯାଇନଥିଲା । ଜିଲାପାଳଙ୍କ ଅଧ୍ୟକ୍ଷତାରେ ଅନୁଷ୍ଠିତ ଏହି ବୈଠକରେ ପୌରନିଗମ, ଉନ୍ନୟନ କର୍ତ୍ତୃପକ୍ଷ ଓ ବିଭିନ୍ନ ବିଭାଗର ଅଧିକାରୀ ଉପସ୍ଥିତ ଥିଲେ । ସହରର ଯାତାୟାତ ବ୍ୟବସ୍ଥା, ପାନୀୟ ଜଳ, ନିଷ୍କାସନ, ସ୍ୱଚ୍ଛତା ଓ ବିଦ୍ୟୁତ୍ ଯୋଗାଣ ଉପରେ ବିସ୍ତୃତ ଆଲୋଚନା ହୋଇଥିଲା । ସ୍ମାର୍ଟ ସିଟି ପାଇଁ ନାଗରିକମାନଙ୍କଠାରୁ ମତାମତ ସଂଗ୍ରହ କରାଯିବ ବୋଲି ନିଷ୍ପତ୍ତି ନିଆଯାଇଛି । ଗୋପାଳପୁର ବେଳାଭୂମିର ପର୍ଯ୍ୟଟନ ବିକାଶ ପାଇଁ ଏକ ସ୍ୱତନ୍ତ୍ର ଯୋଜନା ପ୍ରସ୍ତୁତ କରାଯିବ । ପ୍ରସ୍ତାବଟି ଶୀଘ୍ର ରାଜ୍ୟ ସରକାରଙ୍କ ନିକଟକୁ ପଠାଯିବ ବୋଲି ଅଧିକାରୀମାନେ ସୂଚନା ଦେଇଛନ୍ତି । — [402, 500, 912, 682]
table-header-cell: Plot No. — [1364, 2136, 1403, 2190]
headline-auto: ଅଟୋ ଓଲଟି ୯ ମହିଳା ଆହତ — [20, 858, 174, 920]
yellow-dot — [1232, 2317, 1245, 2330]
org-name: BHUBANESWAR DEVELOPMENT AUTHORITY — [1022, 1300, 1440, 1321]
reg-square — [90, 2315, 104, 2329]
table-header-cell: Agriculture — [951, 2235, 1024, 2289]
black-dot — [748, 2317, 761, 2330]
name-note: (Name in block letters and full address for corresponding of persons furnishing information) — [950, 1957, 1252, 1986]
logo-icon: ▣ — [969, 1320, 991, 1346]
lead-bottom-col — [402, 498, 912, 742]
divider — [202, 758, 1122, 760]
yellow-dot — [732, 2317, 745, 2330]
ref-date: Dated 15th July 2015 — [1373, 1381, 1482, 1394]
notice-body-2: A plan showing the area proposed to be included in the Town Planning Scheme covered by the aforesaid declaration may be seen during office hours on all working days except on Saturdays in the head office of the Authority at Akash Shova Building, Sachivalaya Marga, Bhubaneswar, 751001. Information in respect of title or interest by any person may be having in the lands or buildings covered by the above intended scheme shall be furnished in Form-IV enclosed herewith to this Development Authority within two months from the date of first publication of this notice. The proposed scheme shall be known as Town Planning Scheme No. 03/2015. — [950, 1736, 1482, 1842]
magenta-dot — [271, 2317, 284, 2330]
table-header-cell: Name of the title or interest holder — [1000, 2136, 1105, 2190]
dateline-accident: ଛତ୍ରପୁର,୨୧।୭(ଡି.ଏନ.ଏ.)- — [938, 1076, 1075, 1090]
headline-minor-assault: ନାବାଳିକାଙ୍କୁ ଅପହରଣ, ବଳାତ୍କାର ଅଭିଯୋଗ: ଅଭିଯୁକ୍ତ ଗିରଫ — [1138, 51, 1494, 110]
notice-place: Place: Bhubaneswar — [950, 1850, 1056, 1863]
dateline-hostel: ଛତ୍ରପୁର,୨୧।୭(ଡି.ଏନ.ଏ.)- — [202, 2131, 339, 2146]
caption-bjd: ମନ୍ତ୍ରୀ ବିକ୍ରମ କେଶରୀ ଆରୁଖ ବକ୍ତବ୍ୟ ରଖୁଛନ୍ତି । — [442, 1640, 667, 1653]
table-cell: 8 — [951, 2289, 1024, 2310]
body-kidnap — [6, 596, 188, 846]
dateline-transformer: ଜରଡ଼ା,୨୧।୭(ଡି.ଏନ.ଏ.)- — [202, 1914, 325, 1929]
